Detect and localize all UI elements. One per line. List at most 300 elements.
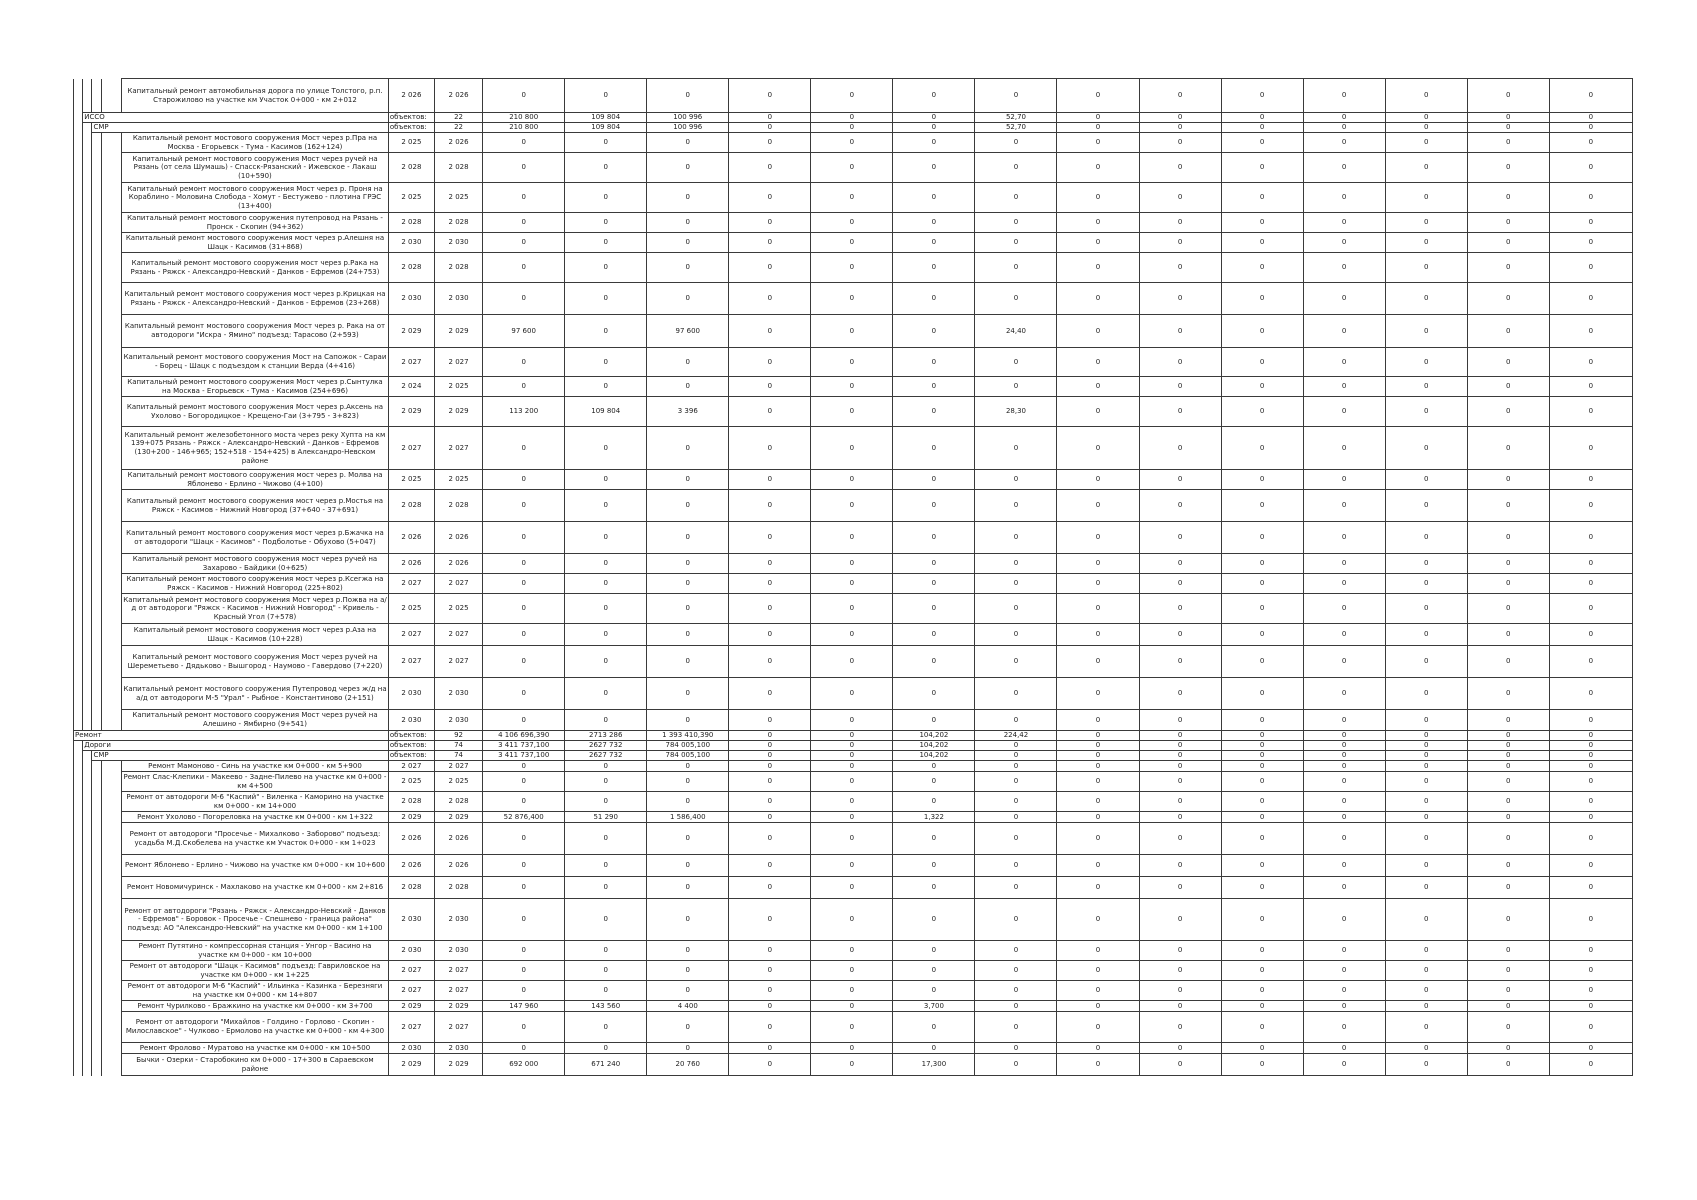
table-row [74,792,1633,812]
value-cell: 0 [647,941,729,961]
value-cell: 0 [1385,792,1467,812]
indent-cell [83,823,92,855]
indent-cell [92,377,101,397]
value-cell: 0 [647,348,729,377]
value-cell: 0 [1139,1001,1221,1012]
value-cell: 0 [893,624,975,646]
year-cell: 2 030 [388,1043,434,1054]
year-cell: 2 026 [434,133,482,153]
table-row [74,961,1633,981]
value-cell: 0 [975,233,1057,253]
value-cell: 0 [811,213,893,233]
year-cell: 2 025 [434,377,482,397]
value-cell: 0 [1221,133,1303,153]
value-cell: 0 [1057,710,1139,731]
indent-cell [74,554,83,574]
value-cell: 0 [1139,761,1221,772]
value-cell: 0 [1385,646,1467,678]
table-body [74,79,1633,1076]
year-cell: 2 030 [434,899,482,941]
value-cell: 0 [565,710,647,731]
value-cell: 0 [1221,678,1303,710]
value-cell: 0 [565,315,647,348]
year-cell: 2 027 [434,427,482,470]
value-cell: 0 [811,113,893,123]
indent-cell [83,1043,92,1054]
value-cell: 0 [1303,522,1385,554]
year-cell: 2 027 [434,574,482,594]
value-cell: 0 [1467,233,1549,253]
year-cell: 2 025 [434,183,482,213]
indent-cell [83,427,92,470]
value-cell: 0 [565,283,647,315]
indent-cell [83,315,92,348]
value-cell: 0 [1221,283,1303,315]
indent-cell [101,79,122,113]
value-cell: 0 [1221,855,1303,877]
year-cell: 2 027 [388,427,434,470]
indent-cell [74,941,83,961]
value-cell: 0 [975,490,1057,522]
value-cell: 0 [1303,646,1385,678]
indent-cell [92,961,101,981]
value-cell: 0 [1549,772,1632,792]
objects-unit: объектов: [388,113,434,123]
indent-cell [74,397,83,427]
value-cell: 0 [729,751,811,761]
value-cell: 0 [483,710,565,731]
value-cell: 0 [975,855,1057,877]
value-cell: 0 [729,1054,811,1076]
value-cell: 0 [1385,624,1467,646]
year-cell: 2 026 [388,823,434,855]
value-cell: 0 [1303,253,1385,283]
value-cell: 0 [1467,113,1549,123]
year-cell: 2 028 [388,792,434,812]
value-cell: 0 [729,899,811,941]
value-cell: 0 [1221,213,1303,233]
value-cell: 0 [811,624,893,646]
report-sheet [73,78,1633,1076]
value-cell: 0 [1303,79,1385,113]
value-cell: 109 804 [565,113,647,123]
indent-cell [74,855,83,877]
value-cell: 0 [729,877,811,899]
value-cell: 0 [1385,233,1467,253]
value-cell: 0 [811,348,893,377]
object-name: Ремонт Мамоново - Синь на участке км 0+000 - км 5+900 [122,761,389,772]
year-cell: 2 030 [388,678,434,710]
indent-cell [83,253,92,283]
value-cell: 0 [893,554,975,574]
value-cell: 0 [1221,253,1303,283]
value-cell: 0 [975,470,1057,490]
value-cell: 0 [1221,1043,1303,1054]
indent-cell [83,490,92,522]
value-cell: 0 [1385,1001,1467,1012]
value-cell: 0 [975,624,1057,646]
value-cell: 0 [647,574,729,594]
value-cell: 0 [1467,772,1549,792]
value-cell: 0 [729,377,811,397]
value-cell: 0 [811,253,893,283]
year-cell: 2 025 [388,772,434,792]
value-cell: 0 [1139,113,1221,123]
value-cell: 0 [811,812,893,823]
value-cell: 0 [1549,792,1632,812]
indent-cell [83,678,92,710]
value-cell: 0 [1057,594,1139,624]
value-cell: 0 [1139,855,1221,877]
year-cell: 2 025 [388,183,434,213]
value-cell: 0 [483,427,565,470]
object-name: Капитальный ремонт мостового сооружения Мост через ручей на Алешино - Ямбирно (9+541) [122,710,389,731]
value-cell: 0 [1221,377,1303,397]
value-cell: 0 [893,855,975,877]
value-cell: 0 [1057,377,1139,397]
value-cell: 0 [1221,1001,1303,1012]
value-cell: 109 804 [565,123,647,133]
value-cell: 0 [1221,751,1303,761]
value-cell: 0 [1303,961,1385,981]
year-cell: 2 028 [434,213,482,233]
object-name: Ремонт от автодороги М-6 "Каспий" - Ильинка - Казинка - Березняги на участке км 0+000 - км 14+807 [122,981,389,1001]
value-cell: 0 [729,941,811,961]
value-cell: 0 [647,470,729,490]
value-cell: 0 [1549,731,1632,741]
value-cell: 0 [1303,812,1385,823]
object-name: Капитальный ремонт мостового сооружения Путепровод через ж/д на а/д от автодороги М-5 "Урал" - Рыбное - Константиново (2+151) [122,678,389,710]
value-cell: 0 [893,377,975,397]
indent-cell [83,283,92,315]
value-cell: 0 [975,823,1057,855]
value-cell: 0 [1467,855,1549,877]
value-cell: 0 [1221,741,1303,751]
value-cell: 0 [1549,1043,1632,1054]
value-cell: 0 [893,470,975,490]
indent-cell [83,574,92,594]
indent-cell [83,761,92,772]
indent-cell [92,470,101,490]
value-cell: 0 [975,710,1057,731]
value-cell: 0 [893,79,975,113]
indent-cell [74,772,83,792]
value-cell: 0 [811,961,893,981]
indent-cell [92,899,101,941]
value-cell: 0 [975,594,1057,624]
value-cell: 0 [483,490,565,522]
indent-cell [92,183,101,213]
object-name: Капитальный ремонт железобетонного моста через реку Хупта на км 139+075 Рязань - Ряжск - Александро-Невский - Данков - Ефремов (130+200 - 146+965; 152+518 - 154+425) в Александро-Невском районе [122,427,389,470]
value-cell: 0 [1057,961,1139,981]
value-cell: 1 586,400 [647,812,729,823]
value-cell: 0 [565,961,647,981]
value-cell: 0 [729,490,811,522]
value-cell: 0 [975,981,1057,1001]
value-cell: 0 [1467,1043,1549,1054]
indent-cell [101,470,122,490]
value-cell: 671 240 [565,1054,647,1076]
objects-unit: объектов: [388,731,434,741]
value-cell: 0 [1549,751,1632,761]
value-cell: 0 [1057,624,1139,646]
value-cell: 0 [1057,315,1139,348]
value-cell: 0 [1303,213,1385,233]
value-cell: 0 [1303,751,1385,761]
indent-cell [101,233,122,253]
value-cell: 104,202 [893,731,975,741]
value-cell: 0 [729,792,811,812]
value-cell: 0 [565,1012,647,1043]
indent-cell [74,183,83,213]
indent-cell [101,710,122,731]
indent-cell [74,594,83,624]
object-name: Ремонт Яблонево - Ерлино - Чижово на участке км 0+000 - км 10+600 [122,855,389,877]
value-cell: 0 [975,1001,1057,1012]
table-row [74,941,1633,961]
value-cell: 0 [1303,772,1385,792]
indent-cell [74,153,83,183]
value-cell: 0 [729,183,811,213]
value-cell: 0 [975,427,1057,470]
value-cell: 0 [1139,213,1221,233]
value-cell: 0 [1549,1012,1632,1043]
table-row [74,253,1633,283]
value-cell: 0 [1139,678,1221,710]
value-cell: 0 [975,153,1057,183]
value-cell: 17,300 [893,1054,975,1076]
value-cell: 0 [1303,678,1385,710]
value-cell: 0 [1385,348,1467,377]
value-cell: 0 [1057,646,1139,678]
value-cell: 0 [647,253,729,283]
value-cell: 0 [1385,941,1467,961]
value-cell: 0 [1303,113,1385,123]
indent-cell [92,574,101,594]
object-name: Капитальный ремонт мостового сооружения мост через р.Крицкая на Рязань - Ряжск - Александро-Невский - Данков - Ефремов (23+268) [122,283,389,315]
group-header-row [74,113,1633,123]
table-row [74,981,1633,1001]
indent-cell [74,1043,83,1054]
indent-cell [83,899,92,941]
value-cell: 0 [1057,731,1139,741]
value-cell: 0 [565,981,647,1001]
object-name: Капитальный ремонт мостового сооружения Мост через р. Рака на от автодороги "Искра - Ямино" подъезд: Тарасово (2+593) [122,315,389,348]
value-cell: 2713 286 [565,731,647,741]
group-label: СМР [92,123,388,133]
value-cell: 0 [565,348,647,377]
value-cell: 0 [1139,772,1221,792]
table-row [74,761,1633,772]
value-cell: 0 [1467,981,1549,1001]
value-cell: 0 [975,741,1057,751]
value-cell: 4 106 696,390 [483,731,565,741]
value-cell: 0 [1549,79,1632,113]
year-cell: 2 026 [434,855,482,877]
value-cell: 0 [647,233,729,253]
indent-cell [83,1001,92,1012]
table-row [74,678,1633,710]
value-cell: 0 [1057,812,1139,823]
value-cell: 0 [1385,678,1467,710]
value-cell: 0 [1221,761,1303,772]
indent-cell [74,522,83,554]
value-cell: 0 [1057,1054,1139,1076]
value-cell: 0 [811,899,893,941]
value-cell: 0 [729,594,811,624]
year-cell: 2 030 [434,941,482,961]
year-cell: 2 028 [434,877,482,899]
value-cell: 0 [1303,574,1385,594]
year-cell: 2 030 [434,1043,482,1054]
indent-cell [92,213,101,233]
indent-cell [74,123,83,133]
indent-cell [83,123,92,133]
value-cell: 0 [975,646,1057,678]
value-cell: 0 [647,153,729,183]
value-cell: 0 [811,315,893,348]
year-cell: 2 027 [388,981,434,1001]
indent-cell [101,855,122,877]
indent-cell [83,981,92,1001]
value-cell: 0 [1549,397,1632,427]
value-cell: 0 [811,1043,893,1054]
object-name: Капитальный ремонт мостового сооружения путепровод на Рязань - Пронск - Скопин (94+362) [122,213,389,233]
value-cell: 0 [1467,731,1549,741]
year-cell: 2 029 [434,315,482,348]
value-cell: 0 [1303,1012,1385,1043]
value-cell: 0 [729,470,811,490]
indent-cell [92,594,101,624]
value-cell: 0 [1549,877,1632,899]
indent-cell [92,941,101,961]
table-row [74,594,1633,624]
value-cell: 0 [647,554,729,574]
value-cell: 0 [1139,233,1221,253]
value-cell: 0 [893,113,975,123]
value-cell: 0 [483,899,565,941]
year-cell: 2 027 [434,624,482,646]
year-cell: 2 025 [388,470,434,490]
year-cell: 2 027 [388,348,434,377]
object-name: Ремонт Фролово - Муратово на участке км 0+000 - км 10+500 [122,1043,389,1054]
value-cell: 0 [565,792,647,812]
value-cell: 0 [1057,792,1139,812]
value-cell: 0 [811,772,893,792]
value-cell: 0 [483,574,565,594]
object-name: Капитальный ремонт мостового сооружения мост через р.Мостья на Ряжск - Касимов - Нижний Новгород (37+640 - 37+691) [122,490,389,522]
value-cell: 0 [1467,153,1549,183]
value-cell: 0 [565,253,647,283]
value-cell: 0 [811,79,893,113]
value-cell: 3 396 [647,397,729,427]
value-cell: 0 [811,470,893,490]
value-cell: 0 [1139,377,1221,397]
value-cell: 0 [1467,624,1549,646]
year-cell: 2 027 [388,624,434,646]
value-cell: 28,30 [975,397,1057,427]
value-cell: 0 [729,1012,811,1043]
indent-cell [101,877,122,899]
value-cell: 0 [893,123,975,133]
value-cell: 0 [647,877,729,899]
value-cell: 0 [1549,1054,1632,1076]
value-cell: 0 [1467,522,1549,554]
value-cell: 0 [483,233,565,253]
indent-cell [101,594,122,624]
value-cell: 0 [975,1054,1057,1076]
value-cell: 0 [1139,899,1221,941]
value-cell: 0 [893,961,975,981]
value-cell: 0 [1139,123,1221,133]
object-name: Капитальный ремонт мостового сооружения мост через р.Алешня на Шацк - Касимов (31+868) [122,233,389,253]
indent-cell [101,183,122,213]
value-cell: 0 [1057,554,1139,574]
value-cell: 0 [811,183,893,213]
value-cell: 0 [1057,1012,1139,1043]
value-cell: 104,202 [893,751,975,761]
value-cell: 0 [483,646,565,678]
value-cell: 52,70 [975,113,1057,123]
value-cell: 0 [1303,731,1385,741]
value-cell: 0 [1385,283,1467,315]
value-cell: 0 [483,941,565,961]
value-cell: 0 [565,133,647,153]
value-cell: 0 [1549,315,1632,348]
indent-cell [74,1001,83,1012]
value-cell: 2627 732 [565,741,647,751]
indent-cell [101,981,122,1001]
value-cell: 0 [1549,522,1632,554]
value-cell: 0 [1549,283,1632,315]
indent-cell [83,133,92,153]
value-cell: 0 [975,899,1057,941]
value-cell: 0 [647,823,729,855]
value-cell: 147 960 [483,1001,565,1012]
value-cell: 0 [1385,981,1467,1001]
indent-cell [83,772,92,792]
value-cell: 0 [811,731,893,741]
value-cell: 0 [1303,427,1385,470]
value-cell: 0 [483,981,565,1001]
value-cell: 0 [811,554,893,574]
indent-cell [92,253,101,283]
value-cell: 0 [893,941,975,961]
year-cell: 2 029 [388,315,434,348]
value-cell: 0 [1221,153,1303,183]
value-cell: 0 [1385,427,1467,470]
indent-cell [92,1054,101,1076]
value-cell: 0 [1467,678,1549,710]
value-cell: 0 [1549,427,1632,470]
year-cell: 2 029 [388,812,434,823]
value-cell: 0 [1139,751,1221,761]
value-cell: 0 [1549,213,1632,233]
table-row [74,470,1633,490]
value-cell: 0 [1549,133,1632,153]
value-cell: 0 [729,981,811,1001]
table-row [74,213,1633,233]
repair-program-table [73,78,1633,1076]
object-name: Капитальный ремонт мостового сооружения мост через ручей на Захарово - Байдики (0+625) [122,554,389,574]
value-cell: 0 [1139,79,1221,113]
year-cell: 2 026 [434,522,482,554]
value-cell: 0 [647,855,729,877]
value-cell: 0 [565,574,647,594]
indent-cell [74,79,83,113]
indent-cell [74,710,83,731]
value-cell: 0 [1221,772,1303,792]
